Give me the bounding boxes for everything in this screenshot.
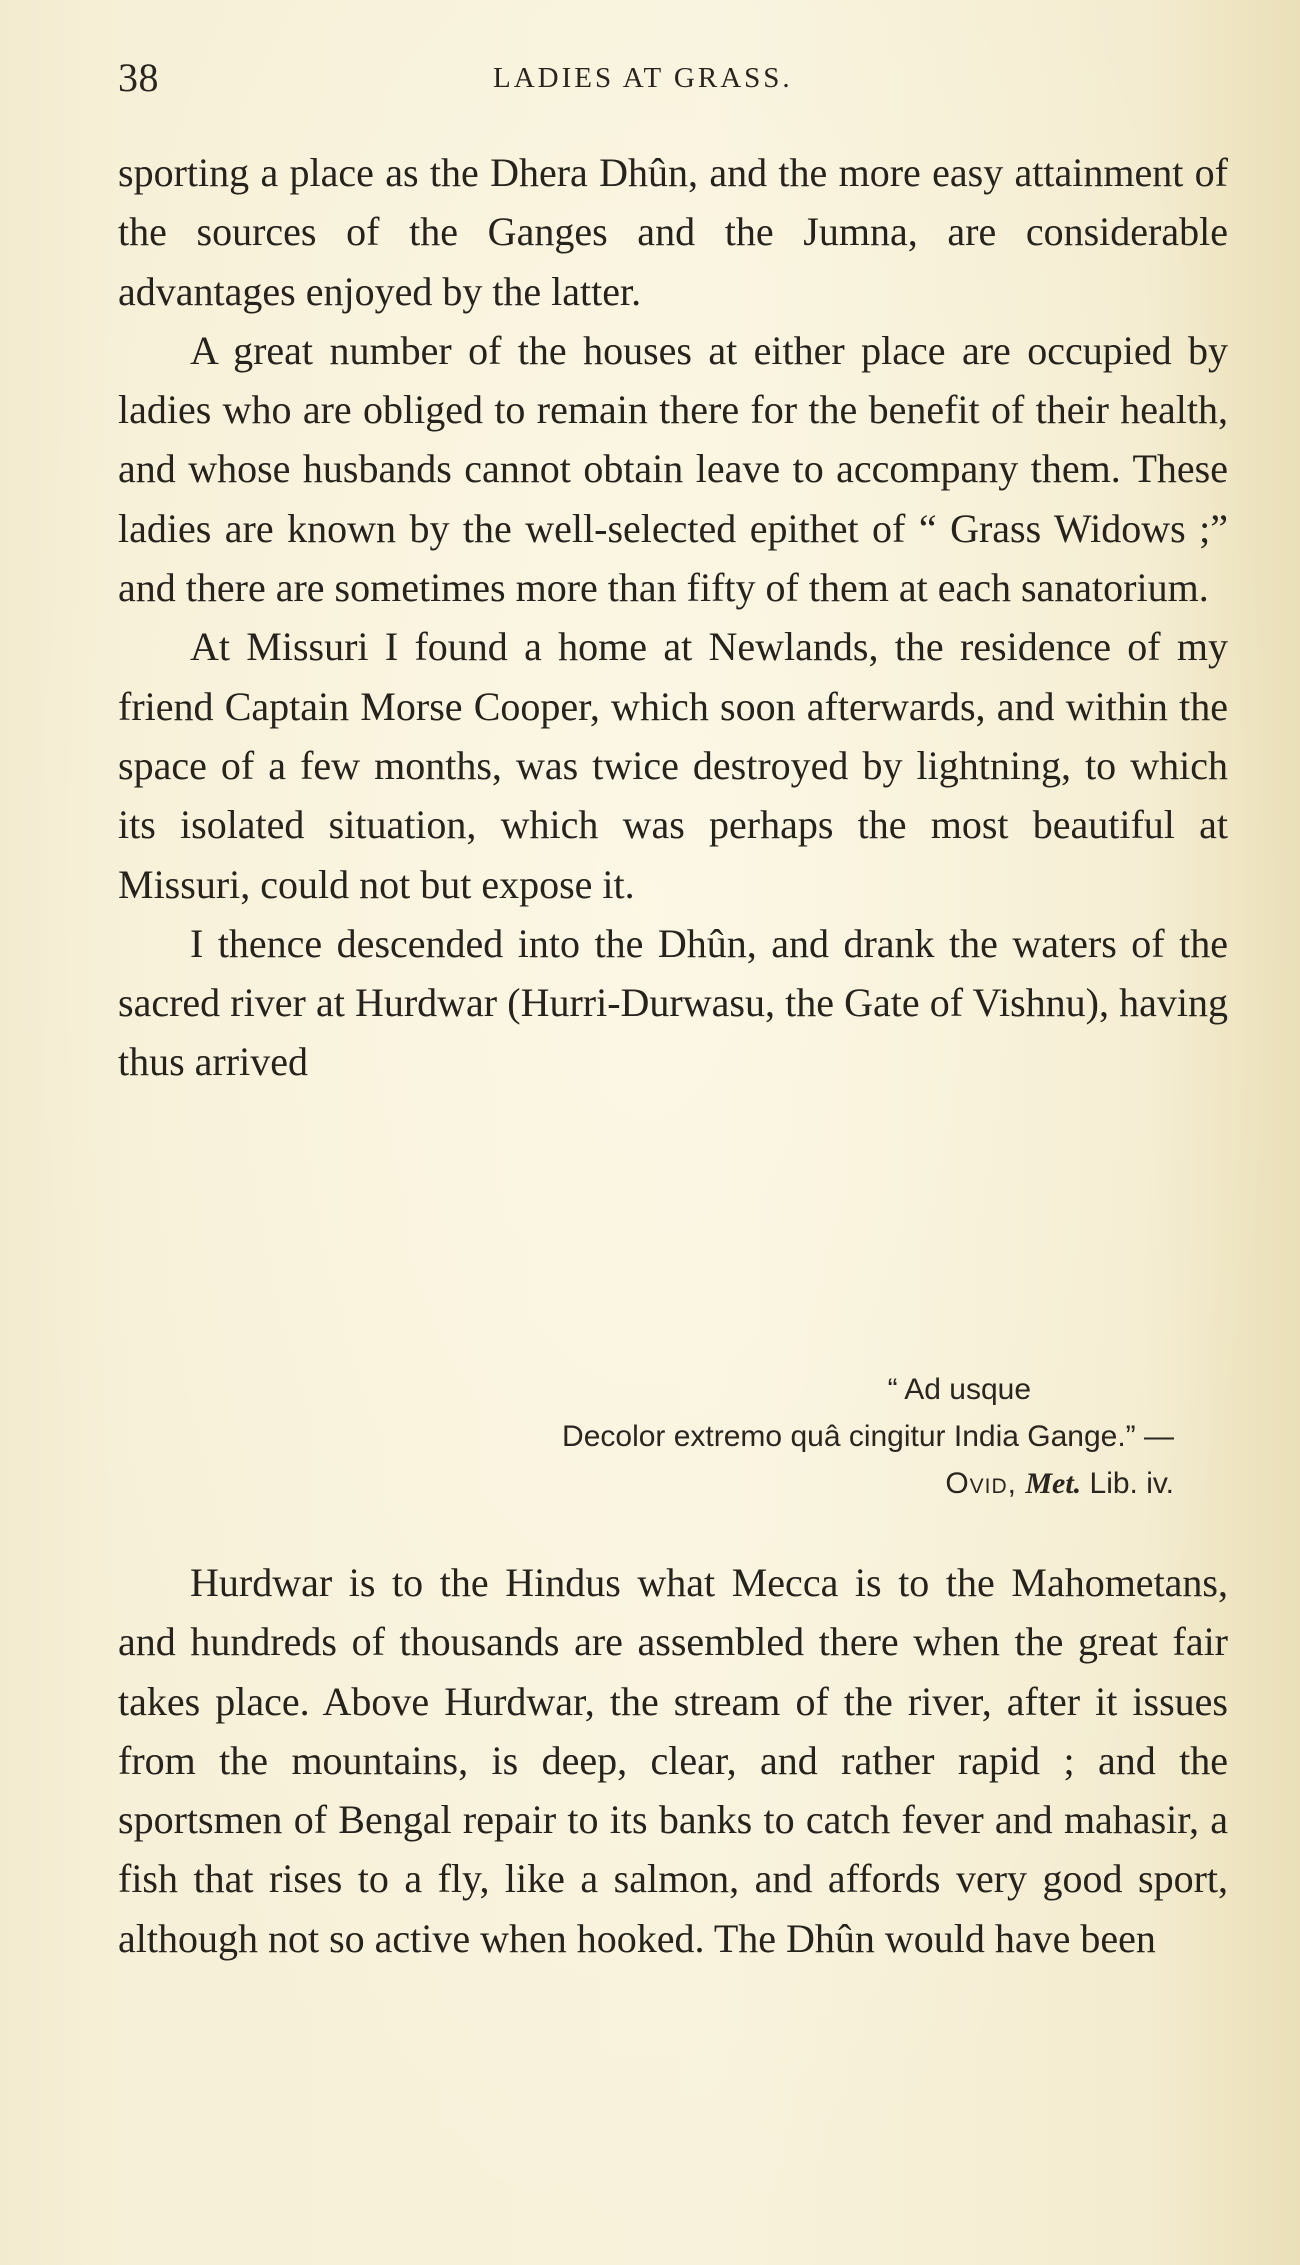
main-text xyxy=(118,143,1228,1092)
citation-author: Ovid, xyxy=(945,1467,1017,1500)
page-number: 38 xyxy=(118,55,159,100)
paragraph-hurdwar-arrival: I thence descended into the Dhûn, and drank the waters of the sacred river at Hurdwar (Hurri-Durwasu, the Gate of Vishnu), having thus arrived xyxy=(118,920,1228,1085)
paragraph-continued: sporting a place as the Dhera Dhûn, and the more easy attainment of the sources of the Ganges and the Jumna, are considerable advantages enjoyed by the latter. xyxy=(118,150,1228,314)
quote-line-2: Decolor extremo quâ cingitur India Gange.” — xyxy=(562,1420,1174,1453)
quote-citation xyxy=(118,1460,1174,1507)
paragraph-grass-widows: A great number of the houses at either place are occupied by ladies who are obliged to remain there for the benefit of their health, and whose husbands cannot obtain leave to accompany them. These ladies are known by the well-selected epithet of “ Grass Widows ;” and there are sometimes more than fifty of them at each sanatorium. xyxy=(118,327,1228,611)
citation-book: Lib. iv. xyxy=(1089,1467,1174,1500)
paragraph-hurdwar-mecca: Hurdwar is to the Hindus what Mecca is to the Mahometans, and hundreds of thousands are assembled there when the great fair takes place. Above Hurdwar, the stream of the river, after it issues from the mountains, is deep, clear, and rather rapid ; and the sportsmen of Bengal repair to its banks to catch fever and mahasir, a fish that rises to a fly, like a salmon, and affords very good sport, although not so active when hooked. The Dhûn would have been xyxy=(118,1560,1228,1961)
paragraph-missuri: At Missuri I found a home at Newlands, the residence of my friend Captain Morse Cooper, which soon afterwards, and within the space of a few months, was twice destroyed by lightning, to which its isolated situation, which was perhaps the most beautiful at Missuri, could not but expose it. xyxy=(118,624,1228,907)
block-quote xyxy=(118,1366,1174,1507)
running-title: LADIES AT GRASS. xyxy=(493,62,793,94)
quote-line-1: “ Ad usque xyxy=(887,1373,1031,1406)
main-text-continued xyxy=(118,1553,1228,1968)
citation-work: Met. xyxy=(1025,1467,1082,1500)
page-header xyxy=(118,50,1228,110)
